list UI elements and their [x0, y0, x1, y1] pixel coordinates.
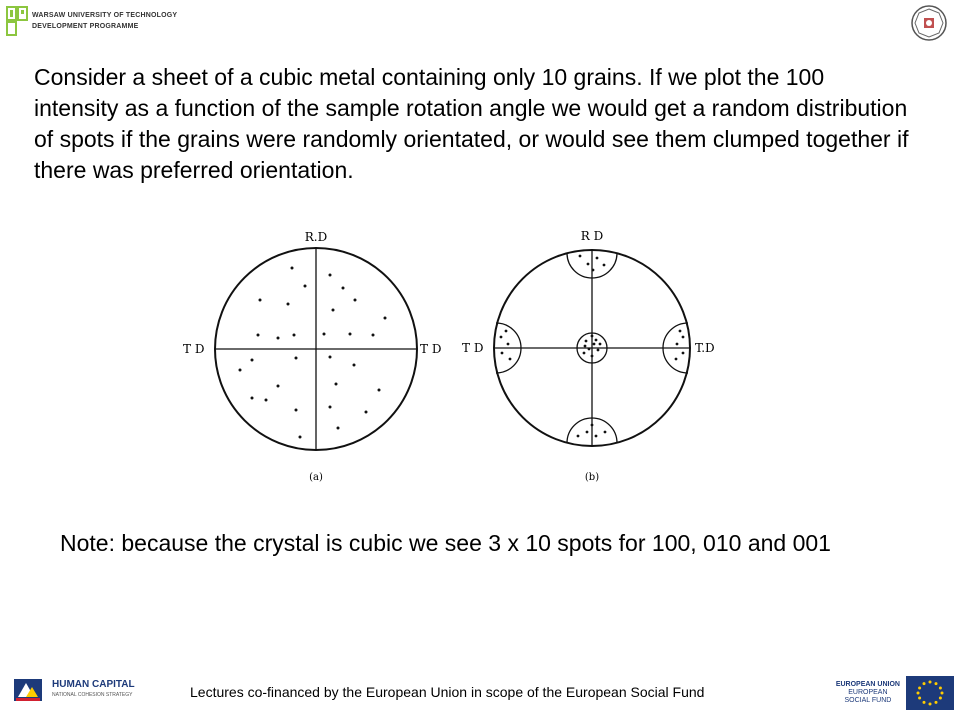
human-capital-icon: [12, 675, 46, 705]
fig-b-td-left-label: T D: [462, 341, 484, 355]
wut-logo-icon: [6, 6, 28, 36]
fig-b-td-right-label: T.D: [695, 341, 715, 355]
main-paragraph: Consider a sheet of a cubic metal containing only 10 grains. If we plot the 100 intensity as a function of the sample rotation angle we would get a random distribution of spots if the grains were randomly orientated, or would see them clumped together if there was preferred orientation.: [34, 64, 909, 183]
eu-flag-icon: [906, 676, 954, 710]
cofinanced-text: Lectures co-financed by the European Union in scope of the European Social Fund: [190, 684, 705, 700]
fig-b-rd-label: R D: [580, 229, 604, 243]
university-name: WARSAW UNIVERSITY OF TECHNOLOGY: [32, 12, 178, 19]
eu-line1: EUROPEAN UNION: [835, 681, 900, 688]
eu-line3: SOCIAL FUND: [844, 697, 892, 704]
pole-figure-a: [183, 230, 441, 483]
hc-subtitle: NATIONAL COHESION STRATEGY: [52, 692, 133, 698]
fig-a-rd-label: R.D: [304, 230, 328, 244]
fig-a-td-right-label: T D: [420, 342, 442, 356]
wut-logo: [6, 6, 177, 36]
eu-logo: [836, 676, 954, 710]
pole-figure-diagram: [180, 222, 720, 497]
programme-name: DEVELOPMENT PROGRAMME: [32, 23, 139, 30]
hc-title: HUMAN CAPITAL: [52, 679, 135, 690]
fig-a-td-left-label: T D: [183, 342, 205, 356]
pole-figure-b: [462, 229, 715, 483]
fig-a-caption: (a): [309, 472, 323, 483]
university-crest-icon: [910, 4, 948, 47]
human-capital-logo: [12, 675, 135, 705]
eu-line2: EUROPEAN: [848, 689, 888, 696]
fig-a-spots: [239, 267, 387, 439]
fig-b-caption: (b): [584, 472, 600, 483]
note-paragraph: Note: because the crystal is cubic we see 3 x 10 spots for 100, 010 and 001: [60, 530, 831, 556]
